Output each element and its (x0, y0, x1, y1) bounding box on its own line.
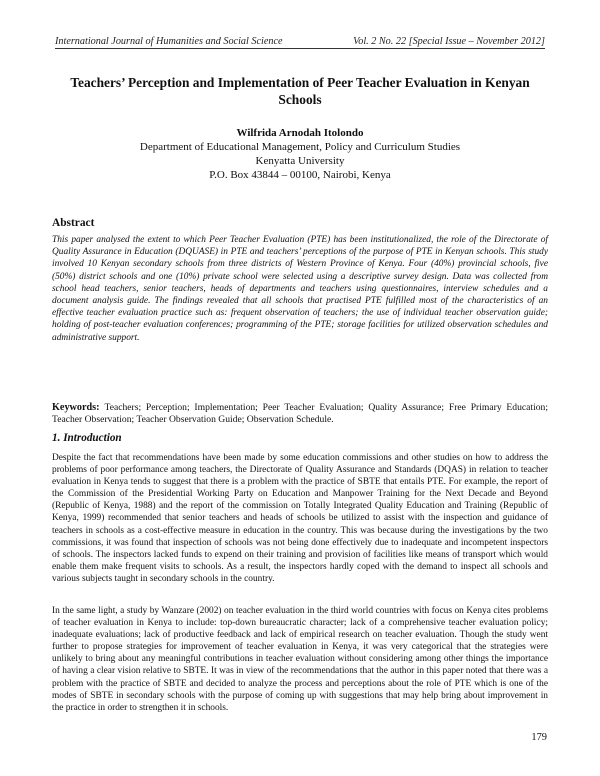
author-name: Wilfrida Arnodah Itolondo (236, 127, 364, 139)
issue-info: Vol. 2 No. 22 [Special Issue – November 2012] (353, 36, 545, 47)
abstract-heading: Abstract (52, 217, 95, 229)
keywords-label: Keywords: (52, 402, 105, 413)
author-department: Department of Educational Management, Policy and Curriculum Studies (139, 141, 461, 153)
author-university: Kenyatta University (255, 155, 345, 167)
introduction-heading: 1. Introduction (52, 432, 122, 444)
page-number: 179 (531, 732, 547, 743)
author-address: P.O. Box 43844 – 00100, Nairobi, Kenya (209, 169, 391, 181)
running-header (55, 36, 545, 49)
abstract-text: This paper analysed the extent to which Peer Teacher Evaluation (PTE) has been institutionalized, the role of the Directorate of Quality Assurance in Education (DQUASE) in PTE and teachers’ perceptions of the purpose of PTE in Kenyan schools. This study involved 10 Kenyan secondary schools from three districts of Western Province of Kenya. Four (40%) provincial schools, five (50%) district schools and one (10%) private school were selected using a descriptive survey design. Data was collected from school head teachers, senior teachers, heads of departments and teachers using questionnaires, interview schedules and a document analysis guide. The findings revealed that all schools that practised PTE fulfilled most of the characteristics of an effective teacher evaluation practice such as: frequent observation of teachers; the use of individual teacher observation guide; holding of post-teacher evaluation conferences; programming of the PTE; storage facilities for utilized observation schedules and administrative support. (52, 235, 548, 343)
author-block (60, 126, 540, 182)
keywords-text: Teachers; Perception; Implementation; Peer Teacher Evaluation; Quality Assurance; Free Primary Education; Teacher Observation; Teacher Observation Guide; Observation Schedule. (52, 402, 548, 426)
keywords (52, 402, 548, 426)
introduction-paragraph-1: Despite the fact that recommendations have been made by some education commissions and other studies on how to address the problems of poor performance among teachers, the Directorate of Quality Assurance and Standards (DQAS) in relation to teacher evaluation in Kenya tends to suggest that there is a problem with the practice of SBTE that entails PTE. For example, the report of the Commission of the Presidential Working Party on Education and Manpower Training for the Next Decade and Beyond (Republic of Kenya, 1988) and the report of the commission on Totally Integrated Quality Education and Training (Republic of Kenya, 1999) recommended that senior teachers and heads of schools be utilized to assist with the inspection and guidance of teachers in schools as a cost-effective measure in education in the country. This was because during the investigations by the two commissions, it was found that inspection of schools was not being done effectively due to inadequate and incompetent inspectors of schools. The inspectors lacked funds to expend on their training and provision of facilities like means of transport which would enable them make frequent visits to schools. As a result, the inspectors hardly coped with the demand to inspect all schools and various subjects taught in secondary schools in the country. (52, 453, 548, 584)
journal-name: International Journal of Humanities and Social Science (55, 36, 283, 47)
introduction-paragraph-2: In the same light, a study by Wanzare (2002) on teacher evaluation in the third world countries with focus on Kenya cites problems of teacher evaluation in Kenya to include: top-down bureaucratic character; lack of a comprehensive teacher evaluation policy; inadequate evaluations; lack of productive feedback and lack of empirical research on teacher evaluation. Though the study went further to propose strategies for improvement of teacher evaluation in Kenya, it was very categorical that the strategies were unlikely to bring about any meaningful contributions in teacher evaluation without considering among other things the importance of having a clear vision relative to SBTE. It was in view of the recommendations that the author in this paper noted that there was a problem with the practice of SBTE and decided to analyze the process and perceptions about the role of PTE which is one of the modes of SBTE in secondary schools with the purpose of coming up with suggestions that may help bring about improvement in the practice in order to strengthen it in schools. (52, 606, 548, 713)
paper-title: Teachers’ Perception and Implementation of Peer Teacher Evaluation in Kenyan Schools (70, 75, 530, 107)
